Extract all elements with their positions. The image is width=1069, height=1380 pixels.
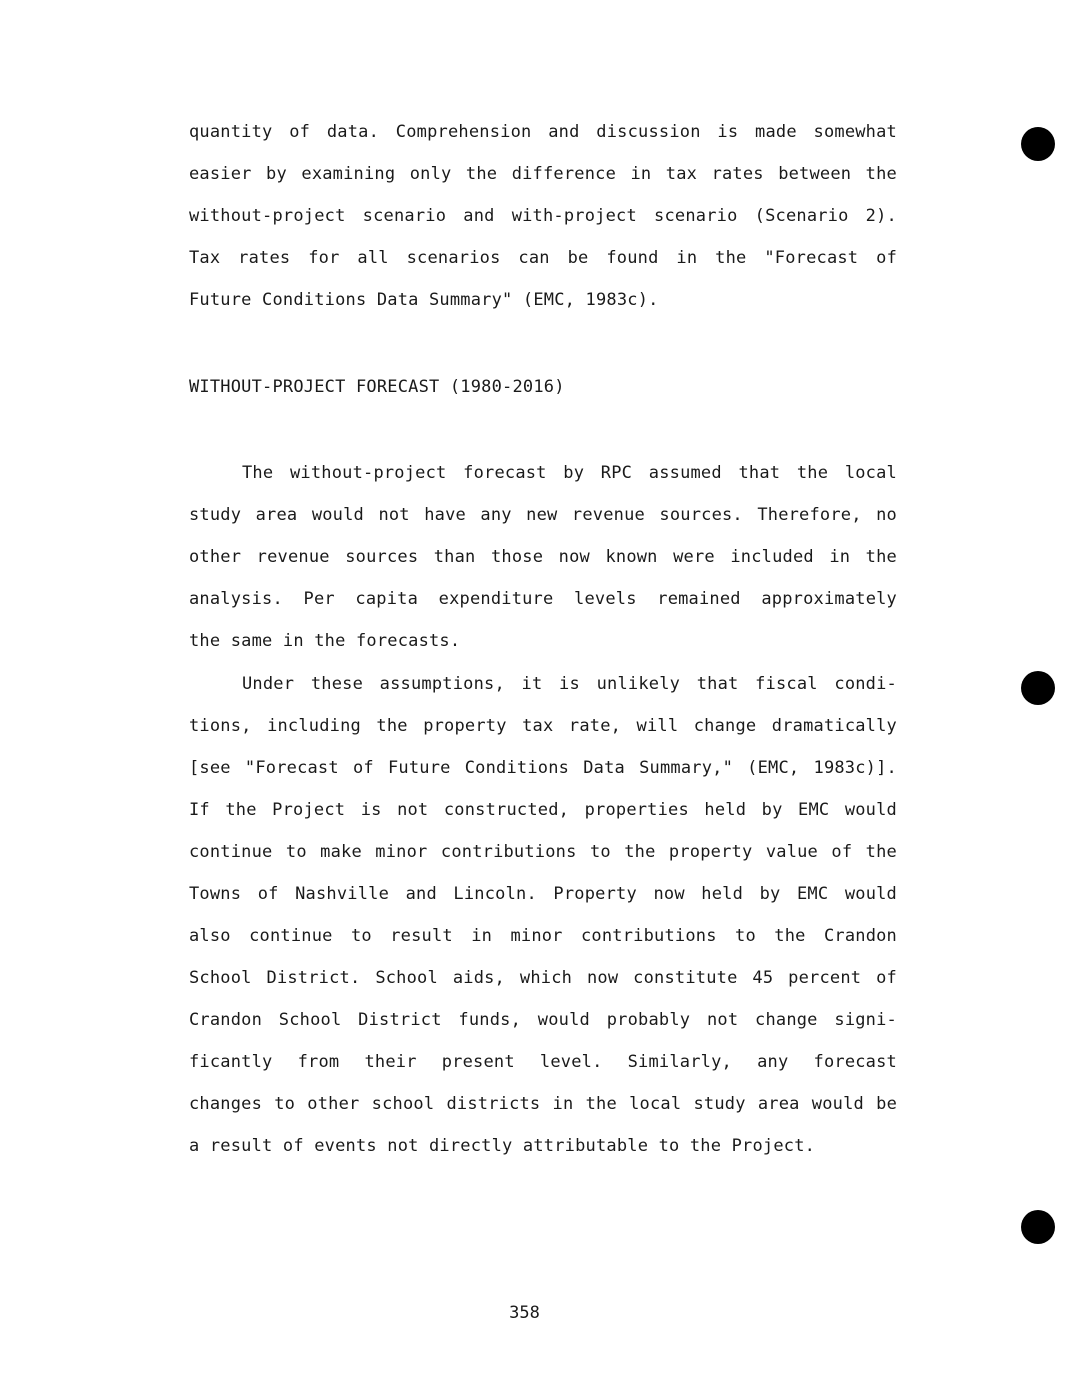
text-line: easier by examining only the difference in tax rates between the [189,164,897,184]
punch-hole-middle [1021,671,1055,705]
page-number: 358 [509,1303,540,1323]
text-line: quantity of data. Comprehension and discussion is made somewhat [189,122,897,142]
text-line: other revenue sources than those now known were included in the [189,547,897,567]
text-line: The without-project forecast by RPC assumed that the local [242,463,897,483]
punch-hole-bottom [1021,1210,1055,1244]
text-line: Future Conditions Data Summary" (EMC, 1983c). [189,290,659,310]
text-line: a result of events not directly attributable to the Project. [189,1136,816,1156]
text-line: the same in the forecasts. [189,631,461,651]
text-line: also continue to result in minor contributions to the Crandon [189,926,897,946]
text-line: tions, including the property tax rate, will change dramatically [189,716,897,736]
section-heading: WITHOUT-PROJECT FORECAST (1980-2016) [189,377,565,397]
text-line: School District. School aids, which now constitute 45 percent of [189,968,897,988]
paragraph-intro [189,111,897,321]
paragraph-fiscal-conditions [189,663,897,1167]
text-line: Crandon School District funds, would probably not change signi- [189,1010,897,1030]
text-line: Tax rates for all scenarios can be found in the "Forecast of [189,248,897,268]
text-line: changes to other school districts in the local study area would be [189,1094,897,1114]
text-line: continue to make minor contributions to the property value of the [189,842,897,862]
text-line: analysis. Per capita expenditure levels remained approximately [189,589,897,609]
text-line: [see "Forecast of Future Conditions Data Summary," (EMC, 1983c)]. [189,758,897,778]
text-line: ficantly from their present level. Similarly, any forecast [189,1052,897,1072]
punch-hole-top [1021,127,1055,161]
text-line: If the Project is not constructed, properties held by EMC would [189,800,897,820]
text-line: Towns of Nashville and Lincoln. Property now held by EMC would [189,884,897,904]
text-line: Under these assumptions, it is unlikely that fiscal condi- [242,674,897,694]
paragraph-forecast-assumptions [189,452,897,662]
text-line: without-project scenario and with-project scenario (Scenario 2). [189,206,897,226]
text-line: study area would not have any new revenue sources. Therefore, no [189,505,897,525]
